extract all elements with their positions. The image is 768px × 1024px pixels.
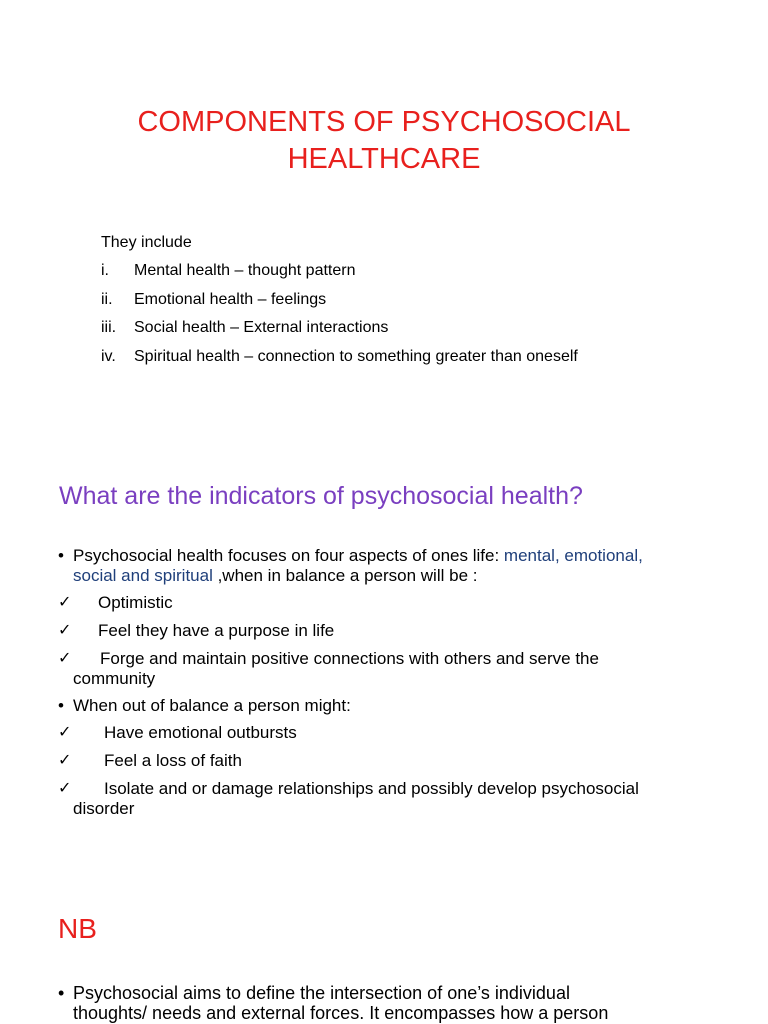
bullet-dot: •	[58, 696, 64, 715]
check-item	[58, 593, 728, 613]
check-icon: ✓	[58, 650, 72, 667]
check-item	[58, 723, 728, 743]
check-item	[58, 649, 728, 689]
slide-heading: What are the indicators of psychosocial health?	[59, 482, 583, 510]
bullet-text: Psychosocial aims to define the intersection of one’s individual	[73, 983, 570, 1003]
title-line-2: HEALTHCARE	[287, 143, 481, 175]
check-item	[58, 621, 728, 641]
list-item-text: Social health – External interactions	[134, 319, 389, 337]
bullet-dot: •	[58, 546, 64, 565]
check-text: Isolate and or damage relationships and possibly develop psychosocial	[104, 779, 639, 798]
check-icon: ✓	[58, 752, 72, 769]
list-item-text: Spiritual health – connection to something greater than oneself	[134, 347, 578, 365]
list-item	[101, 317, 578, 346]
slide-components	[0, 0, 768, 432]
list-item-number: iii.	[101, 319, 117, 337]
slide-title	[84, 104, 684, 178]
bullet-text: ,when in balance a person will be :	[212, 566, 478, 585]
list-item-text: Emotional health – feelings	[134, 290, 327, 308]
list-item-number: ii.	[101, 290, 113, 308]
intro-text: They include	[101, 234, 192, 251]
bullet-text: When out of balance a person might:	[73, 696, 351, 715]
slide-heading: NB	[58, 913, 97, 944]
check-icon: ✓	[58, 724, 72, 741]
check-text: Forge and maintain positive connections with others and serve the	[100, 649, 599, 668]
bullet-item	[58, 983, 718, 1023]
check-text: Optimistic	[98, 593, 173, 612]
list-item-number: iv.	[101, 347, 116, 365]
bullet-emphasis: mental, emotional,	[503, 546, 643, 565]
list-item	[101, 260, 578, 289]
slide-indicators	[0, 432, 768, 864]
list-item	[101, 346, 578, 375]
list-item-text: Mental health – thought pattern	[134, 262, 356, 279]
bullet-dot: •	[58, 983, 65, 1003]
bullet-item	[58, 696, 728, 716]
bullet-text-continued: thoughts/ needs and external forces. It encompasses how a person	[73, 1003, 609, 1023]
check-icon: ✓	[58, 780, 72, 797]
indicators-body	[58, 546, 728, 819]
nb-body	[58, 983, 718, 1023]
check-item	[58, 751, 728, 771]
slide-nb	[0, 864, 768, 1024]
check-text: Feel a loss of faith	[104, 751, 242, 770]
components-list	[101, 260, 578, 374]
bullet-item	[58, 546, 728, 586]
check-text-continued: community	[73, 669, 156, 688]
check-item	[58, 779, 728, 819]
check-icon: ✓	[58, 594, 72, 611]
bullet-text: Psychosocial health focuses on four aspects of ones life:	[73, 546, 504, 565]
check-text: Feel they have a purpose in life	[98, 621, 335, 640]
list-item	[101, 289, 578, 318]
title-line-1: COMPONENTS OF PSYCHOSOCIAL	[137, 106, 631, 138]
list-item-number: i.	[101, 262, 109, 279]
bullet-emphasis: social and spiritual	[73, 566, 213, 585]
check-text: Have emotional outbursts	[104, 723, 297, 742]
check-icon: ✓	[58, 622, 72, 639]
check-text-continued: disorder	[73, 799, 135, 818]
